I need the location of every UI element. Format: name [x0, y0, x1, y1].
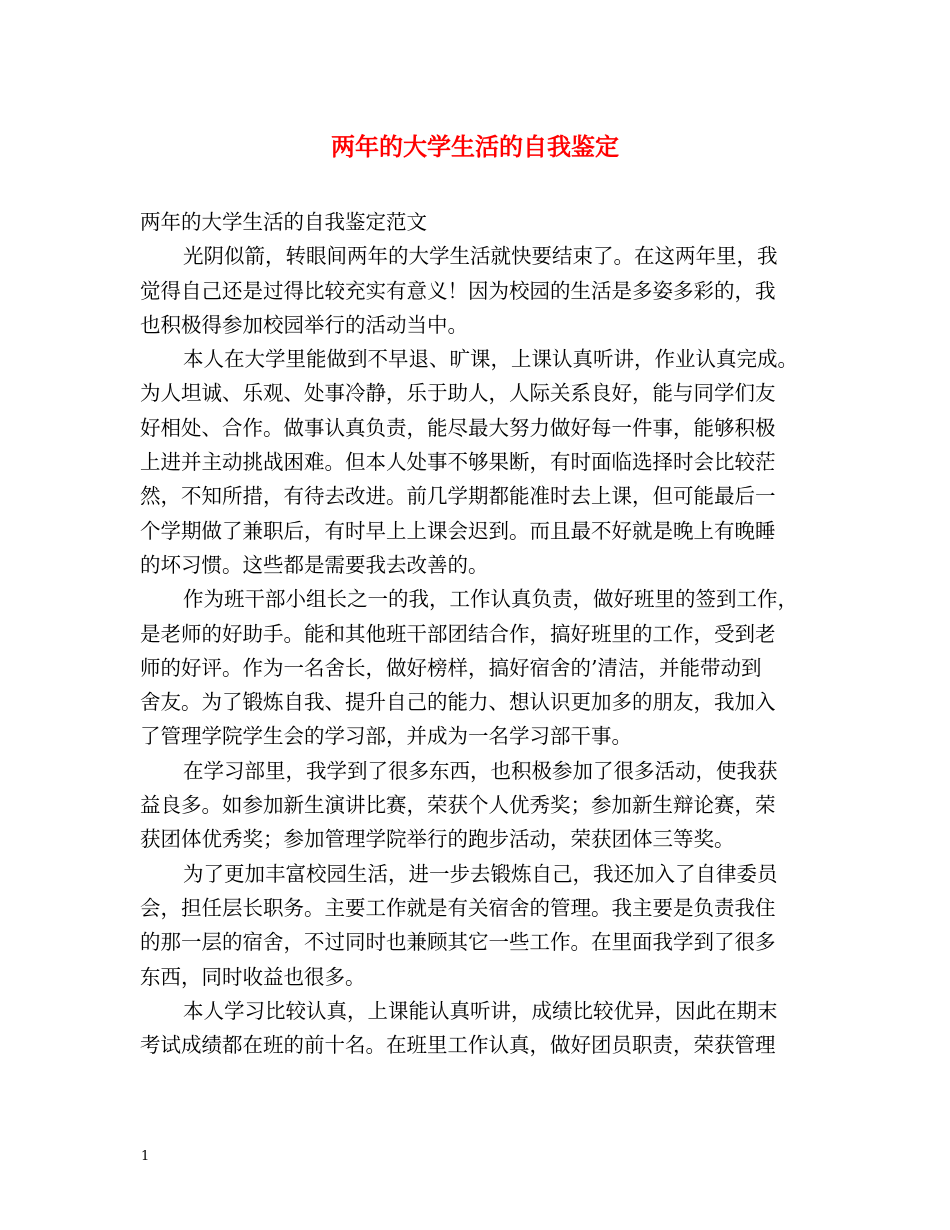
paragraph-line: 会，担任层长职务。主要工作就是有关宿舍的管理。我主要是负责我住: [140, 895, 776, 920]
paragraph-line: 在学习部里，我学到了很多东西，也积极参加了很多活动，使我获: [183, 758, 778, 783]
paragraph-line: 为了更加丰富校园生活，进一步去锻炼自己，我还加入了自律委员: [183, 861, 778, 886]
paragraph-line: 光阴似箭，转眼间两年的大学生活就快要结束了。在这两年里，我: [183, 244, 778, 269]
paragraph-line: 师的好评。作为一名舍长，做好榜样，搞好宿舍的’清洁，并能带动到: [140, 655, 762, 680]
paragraph-line: 本人学习比较认真，上课能认真听讲，成绩比较优异，因此在期末: [183, 998, 778, 1023]
document-body: [140, 205, 816, 1062]
paragraph-line: 获团体优秀奖；参加管理学院举行的跑步活动，荣获团体三等奖。: [140, 827, 735, 852]
document-title: 两年的大学生活的自我鉴定: [331, 132, 619, 161]
paragraph-line: 的那一层的宿舍，不过同时也兼顾其它一些工作。在里面我学到了很多: [140, 930, 776, 955]
paragraph-line: 上进并主动挑战困难。但本人处事不够果断，有时面临选择时会比较茫: [140, 450, 776, 475]
paragraph-line: 益良多。如参加新生演讲比赛，荣获个人优秀奖；参加新生辩论赛，荣: [140, 793, 776, 818]
page-number: 1: [141, 1149, 150, 1164]
paragraph-line: 的坏习惯。这些都是需要我去改善的。: [140, 552, 489, 577]
paragraph-line: 个学期做了兼职后，有时早上上课会迟到。而且最不好就是晚上有晚睡: [140, 518, 776, 543]
paragraph-line: 好相处、合作。做事认真负责，能尽最大努力做好每一件事，能够积极: [140, 415, 776, 440]
paragraph-line: 作为班干部小组长之一的我，工作认真负责，做好班里的签到工作，: [183, 587, 798, 612]
paragraph-line: 了管理学院学生会的学习部，并成为一名学习部干事。: [140, 724, 632, 749]
paragraph-line: 为人坦诚、乐观、处事冷静，乐于助人，人际关系良好，能与同学们友: [140, 381, 776, 406]
paragraph-line: 觉得自己还是过得比较充实有意义！因为校园的生活是多姿多彩的，我: [140, 278, 776, 303]
paragraph-line: 也积极得参加校园举行的活动当中。: [140, 312, 468, 337]
paragraph-line: 本人在大学里能做到不早退、旷课，上课认真听讲，作业认真完成。: [183, 347, 798, 372]
paragraph-line: 舍友。为了锻炼自我、提升自己的能力、想认识更加多的朋友，我加入: [140, 690, 776, 715]
paragraph-line: 考试成绩都在班的前十名。在班里工作认真，做好团员职责，荣获管理: [140, 1033, 776, 1058]
paragraph-line: 是老师的好助手。能和其他班干部团结合作，搞好班里的工作，受到老: [140, 621, 776, 646]
paragraph-line: 然，不知所措，有待去改进。前几学期都能准时去上课，但可能最后一: [140, 484, 776, 509]
paragraph-line: 东西，同时收益也很多。: [140, 964, 366, 989]
subtitle-line: 两年的大学生活的自我鉴定范文: [140, 210, 427, 234]
